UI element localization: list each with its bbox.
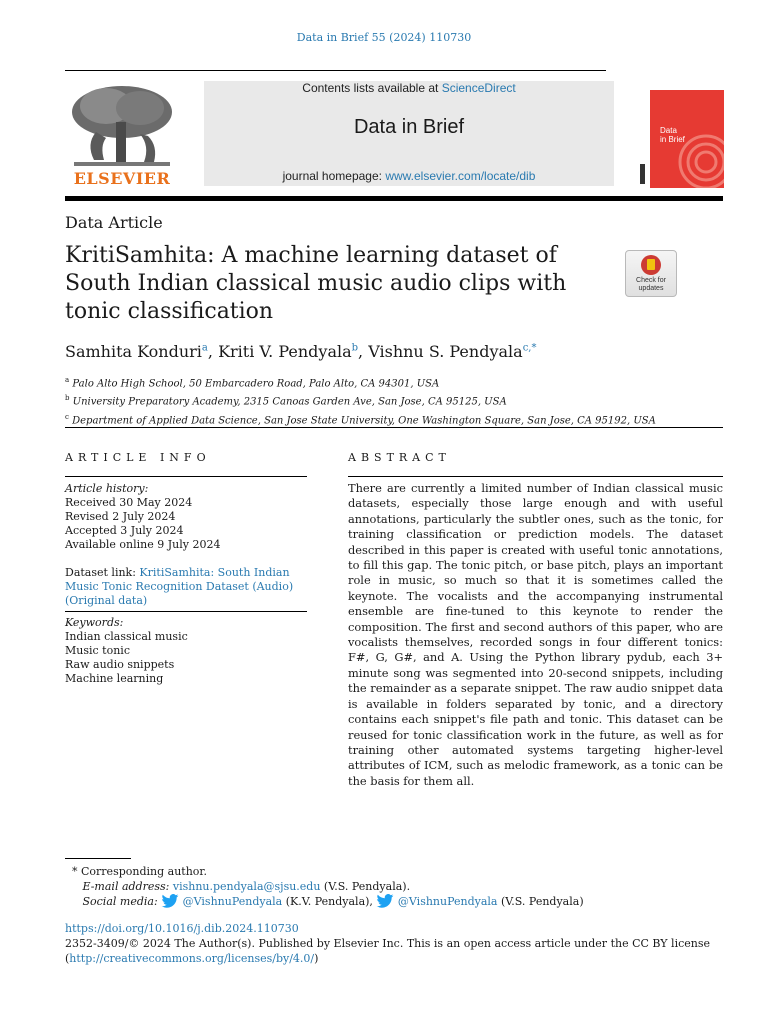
header-top-rule: [65, 70, 606, 71]
footnotes: [65, 864, 725, 909]
history-item: Available online 9 July 2024: [65, 538, 221, 551]
check-for-updates-label: Check for updates: [636, 277, 666, 292]
keyword-item: Indian classical music: [65, 630, 188, 643]
header-bottom-rule: [65, 196, 723, 201]
homepage-line: journal homepage: www.elsevier.com/locate/dib: [282, 169, 536, 183]
article-info-rule: [65, 476, 307, 477]
elsevier-logo: [66, 82, 178, 188]
bookmark-icon: [641, 255, 661, 275]
email-link[interactable]: vishnu.pendyala@sjsu.edu: [172, 880, 321, 893]
corresponding-author-note: * Corresponding author.: [72, 865, 207, 878]
article-title: KritiSamhita: A machine learning dataset of South Indian classical music audio clips with tonic classification: [65, 243, 567, 324]
affiliation-link[interactable]: b: [351, 342, 359, 354]
author-name: Kriti V. Pendyala: [218, 342, 352, 361]
dataset-link[interactable]: KritiSamhita: South Indian Music Tonic Recognition Dataset (Audio) (Original data): [65, 566, 294, 607]
affiliation-item: $^a$ Palo Alto High School, 50 Embarcadero Road, Palo Alto, CA 94301, USA: [65, 376, 440, 390]
affiliation-link[interactable]: c,*: [522, 342, 537, 354]
twitter-handle-link[interactable]: @VishnuPendyala: [182, 895, 283, 908]
journal-title: Data in Brief: [353, 116, 465, 138]
author-list: Samhita Konduri$^a$, Kriti V. Pendyala$^b$, Vishnu S. Pendyala$^{c,*}$: [65, 342, 537, 361]
author-name: Samhita Konduri: [65, 342, 202, 361]
elsevier-wordmark: ELSEVIER: [73, 169, 171, 188]
sciencedirect-link[interactable]: ScienceDirect: [441, 81, 516, 95]
keyword-item: Machine learning: [65, 672, 164, 685]
check-for-updates-button[interactable]: [625, 250, 677, 297]
publication-info: [65, 921, 725, 966]
journal-homepage-link[interactable]: www.elsevier.com/locate/dib: [385, 169, 536, 183]
license-link[interactable]: http://creativecommons.org/licenses/by/4.0/: [69, 952, 315, 965]
journal-cover-image: Data in Brief: [650, 90, 724, 188]
article-info-heading: ARTICLE INFO: [65, 451, 211, 464]
email-note: E-mail address: vishnu.pendyala@sjsu.edu (V.S. Pendyala).: [82, 880, 411, 893]
doi-link[interactable]: https://doi.org/10.1016/j.dib.2024.110730: [65, 922, 299, 935]
elsevier-tree-icon: [66, 82, 178, 170]
keyword-item: Music tonic: [65, 644, 130, 657]
article-type: Data Article: [65, 213, 163, 232]
affiliation-link[interactable]: a: [201, 342, 208, 354]
article-history: Article history: Received 30 May 2024 Revised 2 July 2024 Accepted 3 July 2024 Available online 9 July 2024: [65, 482, 307, 552]
journal-cover[interactable]: [638, 80, 724, 188]
keywords-rule: [65, 611, 307, 612]
abstract-text: There are currently a limited number of Indian classical music datasets, especially those large enough and with useful annotations, particularly the subtler ones, such as the tonic, for training classification or prediction models. The dataset described in this paper is created with useful tonic annotations, to fill this gap. The tonic pitch, or base pitch, plays an important role in music, so much so that it is sometimes called the keynote. The vocalists and the accompanying instrumental ensemble are fine-tuned to this keynote to render the composition. The first and second authors of this paper, who are vocalists themselves, recorded songs in four different tonics: F#, G, G#, and A. Using the Python library pydub, each 3+ minute song was segmented into 20-second snippets, including the remainder as a separate snippet. The raw audio snippet data is available in folders separated by tonic, and a directory contains each snippet's file path and tonic. This dataset can be reused for tonic classification work in the future, as well as for training other automated systems targeting higher-level attributes of ICM, such as melodic framework, as a tonic can be the basis for them all.: [348, 481, 723, 788]
abstract-heading: ABSTRACT: [348, 451, 451, 464]
license-line: (http://creativecommons.org/licenses/by/4.0/): [65, 952, 319, 965]
twitter-handle-link[interactable]: @VishnuPendyala: [397, 895, 498, 908]
journal-reference: Data in Brief 55 (2024) 110730: [296, 31, 472, 44]
affiliation-item: $^c$ Department of Applied Data Science, San Jose State University, One Washington Square, San Jose, CA 95192, USA: [65, 412, 656, 426]
author-name: Vishnu S. Pendyala: [368, 342, 523, 361]
cover-spine: [640, 164, 645, 184]
info-top-rule: [65, 427, 723, 428]
footnote-rule: [65, 858, 131, 859]
copyright-line: 2352-3409/© 2024 The Author(s). Published by Elsevier Inc. This is an open access article under the CC BY license: [65, 937, 710, 950]
contents-line: Contents lists available at ScienceDirect: [302, 81, 516, 95]
history-item: Accepted 3 July 2024: [65, 524, 184, 537]
affiliations: [65, 373, 656, 428]
affiliation-item: $^b$ University Preparatory Academy, 2315 Canoas Garden Ave, San Jose, CA 95125, USA: [65, 394, 507, 408]
abstract-rule: [348, 476, 723, 477]
keyword-item: Raw audio snippets: [65, 658, 175, 671]
twitter-icon: [161, 894, 179, 908]
journal-header: [204, 81, 614, 186]
dataset-link-block: Dataset link: KritiSamhita: South Indian Music Tonic Recognition Dataset (Audio) (Original data): [65, 566, 294, 607]
social-media-note: Social media: @VishnuPendyala (K.V. Pendyala), @VishnuPendyala (V.S. Pendyala): [82, 895, 584, 908]
history-item: Revised 2 July 2024: [65, 510, 176, 523]
twitter-icon: [376, 894, 394, 908]
keywords: Keywords: Indian classical music Music tonic Raw audio snippets Machine learning: [65, 616, 307, 686]
history-item: Received 30 May 2024: [65, 496, 193, 509]
